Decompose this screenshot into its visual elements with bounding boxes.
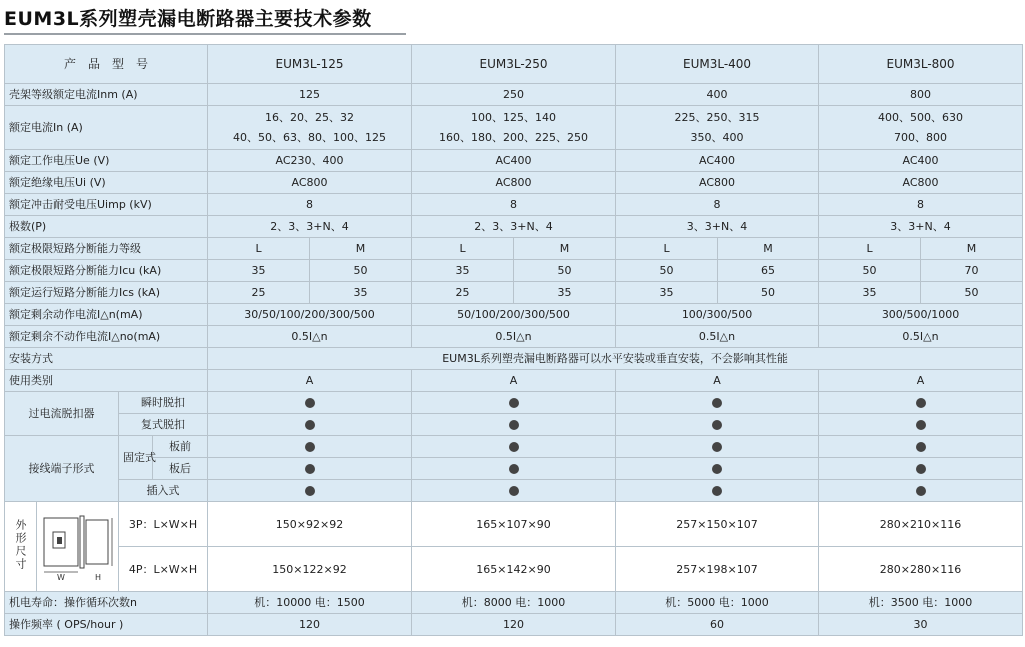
cell: 280×210×116 [819, 502, 1023, 547]
cell: 50 [310, 260, 412, 282]
row-ics [5, 282, 1023, 304]
cell: 150×92×92 [208, 502, 412, 547]
row-idn [5, 304, 1023, 326]
terminal-fixed-text: 固定式 [123, 451, 156, 464]
row-icu [5, 260, 1023, 282]
cell: 机：10000 电：1500 [208, 592, 412, 614]
install-note: EUM3L系列塑壳漏电断路器可以水平安装或垂直安装，不会影响其性能 [208, 348, 1023, 370]
cell: 120 [412, 614, 616, 636]
model-400: EUM3L-400 [616, 45, 819, 84]
cell: 250 [412, 84, 616, 106]
page-title: EUM3L系列塑壳漏电断路器主要技术参数 [4, 8, 372, 30]
cell: 25 [412, 282, 514, 304]
cell [616, 392, 819, 414]
cell: 0.5Ⅰ△n [819, 326, 1023, 348]
cell-line: 16、20、25、32 [265, 110, 355, 124]
cell: 35 [514, 282, 616, 304]
cell: 35 [412, 260, 514, 282]
row-label: 安装方式 [5, 348, 208, 370]
cell: 35 [616, 282, 718, 304]
cell: 机：3500 电：1000 [819, 592, 1023, 614]
cell-line: 225、250、315 [674, 110, 760, 124]
row-terminal-rear [5, 458, 1023, 480]
dims-4p-label: 4P：L×W×H [119, 547, 208, 592]
filled-dot-icon [305, 442, 315, 452]
cell: M [310, 238, 412, 260]
row-label: 额定冲击耐受电压Uimp (kV) [5, 194, 208, 216]
cell: 165×142×90 [412, 547, 616, 592]
breaker-outline-icon [40, 512, 116, 582]
row-label: 额定电流In (A) [5, 106, 208, 150]
cell [208, 392, 412, 414]
cell [208, 480, 412, 502]
cell: L [819, 238, 921, 260]
cell [616, 106, 819, 150]
cell: 机：8000 电：1000 [412, 592, 616, 614]
filled-dot-icon [916, 398, 926, 408]
cell: 800 [819, 84, 1023, 106]
cell: AC800 [616, 172, 819, 194]
row-label: 极数(P) [5, 216, 208, 238]
terminal-label: 接线端子形式 [5, 436, 119, 502]
model-125: EUM3L-125 [208, 45, 412, 84]
row-idno [5, 326, 1023, 348]
cell: AC800 [412, 172, 616, 194]
cell: 机：5000 电：1000 [616, 592, 819, 614]
row-poles [5, 216, 1023, 238]
cell-line: 700、800 [894, 130, 948, 144]
cell: 165×107×90 [412, 502, 616, 547]
cell: 0.5Ⅰ△n [412, 326, 616, 348]
dims-3p-label: 3P：L×W×H [119, 502, 208, 547]
cell [412, 458, 616, 480]
row-break-level [5, 238, 1023, 260]
cell: AC400 [616, 150, 819, 172]
cell [819, 414, 1023, 436]
row-dims-3p [5, 502, 1023, 547]
cell [616, 436, 819, 458]
row-ui [5, 172, 1023, 194]
cell [616, 458, 819, 480]
row-label: 壳架等级额定电流Inm (A) [5, 84, 208, 106]
row-label: 机电寿命：操作循环次数n [5, 592, 208, 614]
model-800: EUM3L-800 [819, 45, 1023, 84]
terminal-rear-label: 板后 [153, 458, 208, 480]
cell: 50 [718, 282, 819, 304]
cell: L [412, 238, 514, 260]
filled-dot-icon [305, 464, 315, 474]
cell [616, 480, 819, 502]
cell [819, 106, 1023, 150]
cell: 50/100/200/300/500 [412, 304, 616, 326]
dims-label [5, 502, 37, 592]
cell: M [718, 238, 819, 260]
filled-dot-icon [305, 486, 315, 496]
cell: 8 [819, 194, 1023, 216]
cell-line: 350、400 [690, 130, 744, 144]
row-install [5, 348, 1023, 370]
cell: M [921, 238, 1023, 260]
cell: 3、3+N、4 [616, 216, 819, 238]
filled-dot-icon [916, 464, 926, 474]
cell: AC400 [412, 150, 616, 172]
cell: 35 [208, 260, 310, 282]
cell: 65 [718, 260, 819, 282]
cell: 30/50/100/200/300/500 [208, 304, 412, 326]
cell [412, 480, 616, 502]
cell: 120 [208, 614, 412, 636]
cell: L [208, 238, 310, 260]
filled-dot-icon [916, 420, 926, 430]
dims-label-text: 外形尺寸 [14, 519, 27, 571]
cell: A [412, 370, 616, 392]
cell: AC800 [819, 172, 1023, 194]
row-label: 额定极限短路分断能力等级 [5, 238, 208, 260]
row-label: 额定运行短路分断能力Ⅰcs (kA) [5, 282, 208, 304]
cell: 70 [921, 260, 1023, 282]
filled-dot-icon [712, 398, 722, 408]
cell: 0.5Ⅰ△n [208, 326, 412, 348]
dims-fig-h: H [94, 572, 101, 582]
terminal-fixed-label [119, 436, 156, 480]
dims-figure [37, 502, 119, 592]
row-release-compound [5, 414, 1023, 436]
cell [819, 436, 1023, 458]
cell: 125 [208, 84, 412, 106]
title-underline [4, 33, 406, 35]
cell: 8 [412, 194, 616, 216]
cell [208, 436, 412, 458]
terminal-plugin-label: 插入式 [119, 480, 208, 502]
header-row [5, 45, 1023, 84]
filled-dot-icon [509, 442, 519, 452]
row-life [5, 592, 1023, 614]
cell [208, 458, 412, 480]
cell: 257×198×107 [616, 547, 819, 592]
cell: A [616, 370, 819, 392]
cell: 50 [616, 260, 718, 282]
filled-dot-icon [509, 420, 519, 430]
cell-line: 160、180、200、225、250 [439, 130, 588, 144]
cell: A [208, 370, 412, 392]
row-dims-4p [5, 547, 1023, 592]
cell [208, 106, 412, 150]
row-label: 额定绝缘电压Ui (V) [5, 172, 208, 194]
row-release-instant [5, 392, 1023, 414]
release-label: 过电流脱扣器 [5, 392, 119, 436]
cell: 150×122×92 [208, 547, 412, 592]
cell-line: 40、50、63、80、100、125 [233, 130, 386, 144]
release-instant-label: 瞬时脱扣 [119, 392, 208, 414]
cell: 50 [921, 282, 1023, 304]
row-ue [5, 150, 1023, 172]
row-label: 操作频率 ( OPS/hour ) [5, 614, 208, 636]
row-terminal-plugin [5, 480, 1023, 502]
cell: 400 [616, 84, 819, 106]
cell: 60 [616, 614, 819, 636]
filled-dot-icon [712, 486, 722, 496]
cell: L [616, 238, 718, 260]
row-label: 额定极限短路分断能力Ⅰcu (kA) [5, 260, 208, 282]
cell: AC800 [208, 172, 412, 194]
cell: 3、3+N、4 [819, 216, 1023, 238]
cell: 2、3、3+N、4 [412, 216, 616, 238]
cell [208, 414, 412, 436]
release-compound-label: 复式脱扣 [119, 414, 208, 436]
cell [819, 458, 1023, 480]
cell: 300/500/1000 [819, 304, 1023, 326]
cell: 50 [514, 260, 616, 282]
row-label: 额定剩余动作电流Ⅰ△n(mA) [5, 304, 208, 326]
cell: 25 [208, 282, 310, 304]
cell [616, 414, 819, 436]
cell: 30 [819, 614, 1023, 636]
cell: 8 [616, 194, 819, 216]
cell: 257×150×107 [616, 502, 819, 547]
row-freq [5, 614, 1023, 636]
filled-dot-icon [712, 442, 722, 452]
cell: 100/300/500 [616, 304, 819, 326]
cell: 280×280×116 [819, 547, 1023, 592]
row-uimp [5, 194, 1023, 216]
filled-dot-icon [509, 486, 519, 496]
row-label: 使用类别 [5, 370, 208, 392]
model-250: EUM3L-250 [412, 45, 616, 84]
dims-fig-w: W [56, 572, 65, 582]
cell: M [514, 238, 616, 260]
filled-dot-icon [305, 398, 315, 408]
filled-dot-icon [916, 486, 926, 496]
cell-line: 100、125、140 [471, 110, 557, 124]
row-rated-current [5, 106, 1023, 150]
filled-dot-icon [712, 464, 722, 474]
cell [412, 106, 616, 150]
cell [412, 436, 616, 458]
row-label: 额定工作电压Ue (V) [5, 150, 208, 172]
cell: 35 [310, 282, 412, 304]
row-category [5, 370, 1023, 392]
cell [819, 392, 1023, 414]
filled-dot-icon [305, 420, 315, 430]
filled-dot-icon [916, 442, 926, 452]
spec-table [4, 44, 1023, 636]
cell: 50 [819, 260, 921, 282]
cell: AC230、400 [208, 150, 412, 172]
cell-line: 400、500、630 [878, 110, 964, 124]
cell [412, 392, 616, 414]
cell [819, 480, 1023, 502]
cell: AC400 [819, 150, 1023, 172]
terminal-front-label: 板前 [153, 436, 208, 458]
cell: 2、3、3+N、4 [208, 216, 412, 238]
filled-dot-icon [509, 464, 519, 474]
row-terminal-front [5, 436, 1023, 458]
row-label: 额定剩余不动作电流Ⅰ△no(mA) [5, 326, 208, 348]
filled-dot-icon [712, 420, 722, 430]
cell [412, 414, 616, 436]
cell: 35 [819, 282, 921, 304]
header-label: 产 品 型 号 [5, 45, 208, 84]
cell: 8 [208, 194, 412, 216]
cell: 0.5Ⅰ△n [616, 326, 819, 348]
row-frame-current [5, 84, 1023, 106]
filled-dot-icon [509, 398, 519, 408]
cell: A [819, 370, 1023, 392]
